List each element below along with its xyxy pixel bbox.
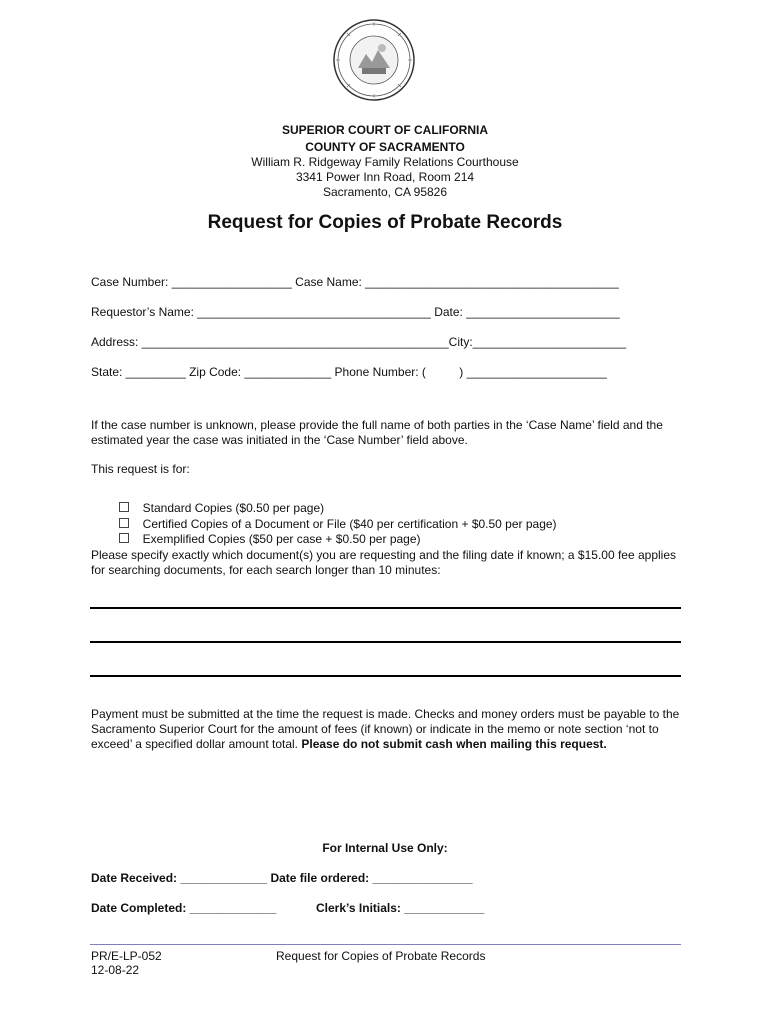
court-seal-logo — [332, 18, 416, 102]
date-completed-field[interactable]: Date Completed: _____________ — [91, 901, 277, 915]
payment-body: Payment must be submitted at the time the request is made. Checks and money orders must be payable to the Sacramento Superior Court for the amount of fees (if known) or indicate in the memo or note section ‘not to exceed’ a specified dollar amount total. — [91, 707, 680, 751]
form-date: 12-08-22 — [91, 963, 140, 977]
document-entry-line-3[interactable] — [90, 675, 681, 677]
form-id: PR/E-LP-052 — [91, 949, 162, 963]
footer-form-title: Request for Copies of Probate Records — [276, 949, 486, 963]
option-label: Standard Copies ($0.50 per page) — [142, 501, 325, 515]
address-city-field[interactable]: Address: ______________________________________________City:_______________________ — [91, 335, 627, 349]
checkbox-icon[interactable] — [119, 533, 129, 543]
court-name: SUPERIOR COURT OF CALIFORNIA — [282, 123, 488, 137]
case-number-case-name-field[interactable]: Case Number: __________________ Case Name: ______________________________________ — [91, 275, 619, 289]
option-exemplified-copies[interactable] — [112, 518, 421, 546]
payment-warning: Please do not submit cash when mailing this request. — [301, 737, 607, 751]
internal-dates-field[interactable]: Date Received: _____________ Date file ordered: _______________ — [91, 871, 473, 885]
document-entry-line-2[interactable] — [90, 641, 681, 643]
internal-use-heading: For Internal Use Only: — [322, 841, 448, 855]
courthouse-name: William R. Ridgeway Family Relations Courthouse — [251, 155, 519, 169]
county-name: COUNTY OF SACRAMENTO — [305, 140, 465, 154]
option-label: Certified Copies of a Document or File ($40 per certification + $0.50 per page) — [142, 517, 557, 531]
request-label: This request is for: — [91, 462, 190, 476]
option-label: Exemplified Copies ($50 per case + $0.50 per page) — [142, 532, 421, 546]
courthouse-address: 3341 Power Inn Road, Room 214 — [295, 170, 475, 184]
footer-divider — [90, 944, 681, 945]
requestor-name-date-field[interactable]: Requestor’s Name: ___________________________________ Date: _______________________ — [91, 305, 620, 319]
instructions-text: If the case number is unknown, please provide the full name of both parties in the ‘Case Name’ field and the estimated year the case was initiated in the ‘Case Number’ field above. — [91, 418, 663, 447]
state-zip-phone-field[interactable]: State: _________ Zip Code: _____________ Phone Number: ( ) _____________________ — [91, 365, 607, 379]
courthouse-city: Sacramento, CA 95826 — [322, 185, 448, 199]
specify-documents-text: Please specify exactly which document(s) you are requesting and the filing date if known; a $15.00 fee applies for searching documents, for each search longer than 10 minutes: — [91, 548, 677, 577]
payment-text — [91, 707, 691, 752]
page-title: Request for Copies of Probate Records — [207, 212, 563, 233]
document-entry-line-1[interactable] — [90, 607, 681, 609]
clerk-initials-field[interactable]: Clerk’s Initials: ____________ — [316, 901, 485, 915]
